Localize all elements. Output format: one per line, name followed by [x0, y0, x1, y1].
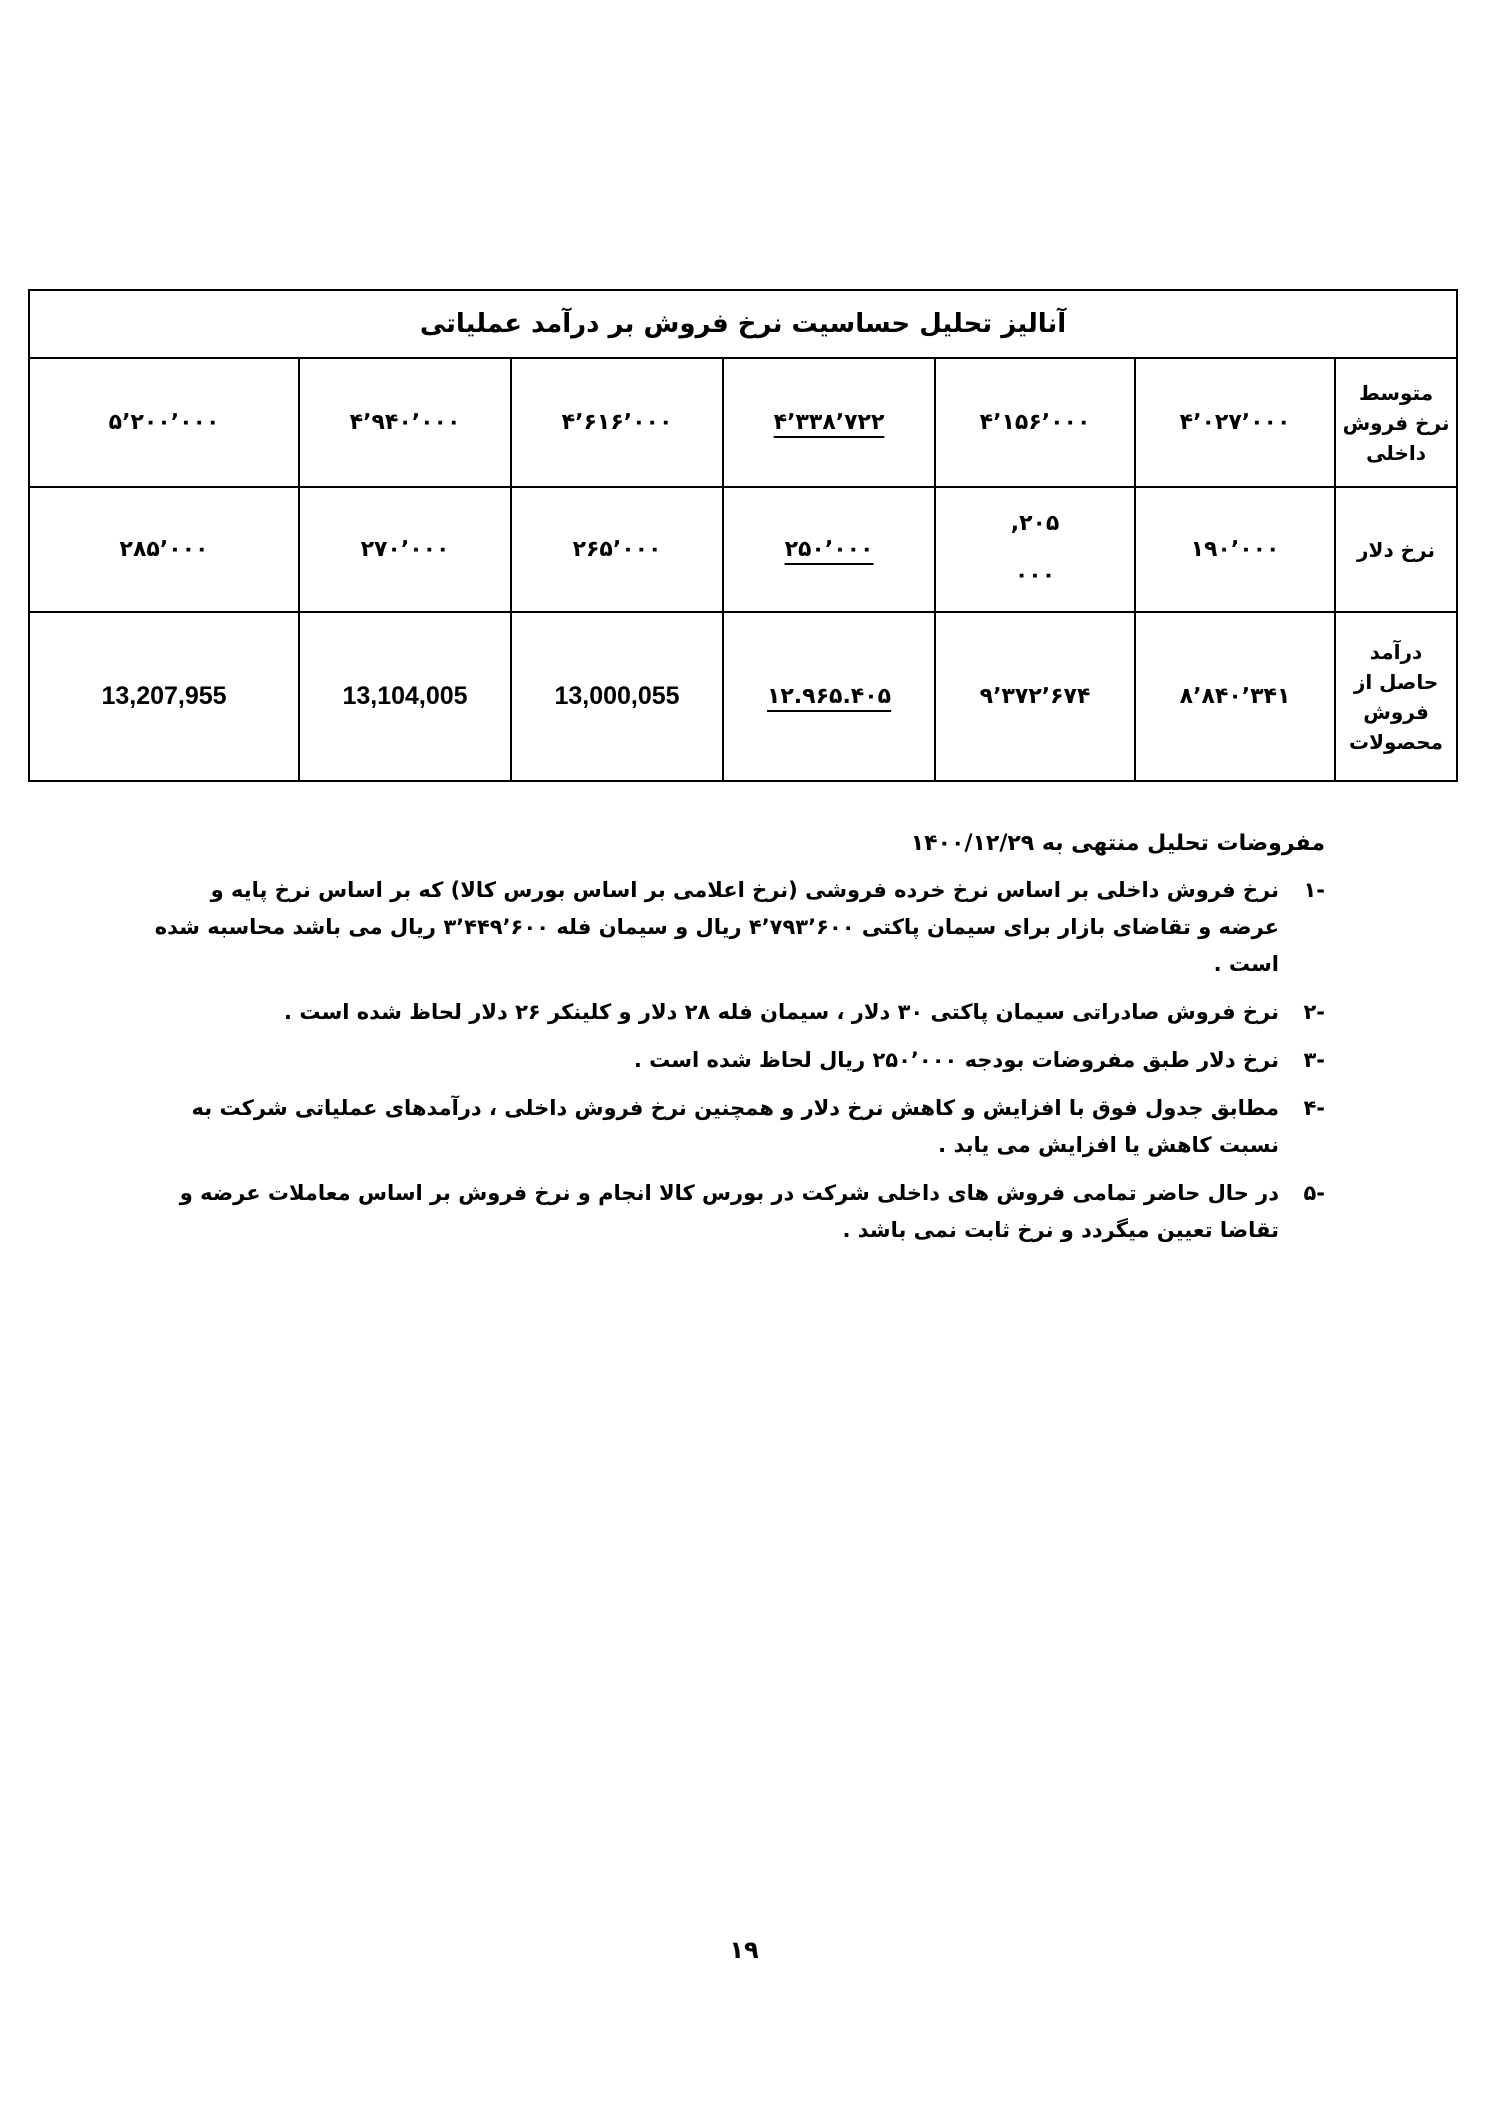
- base-case-value: ۱۲.۹۶۵.۴۰۵: [766, 684, 892, 709]
- table-title: آنالیز تحلیل حساسیت نرخ فروش بر درآمد عملیاتی: [29, 290, 1457, 358]
- list-item-number: -۵: [1303, 1181, 1325, 1205]
- assumptions-heading: مفروضات تحلیل منتهی به ۱۴۰۰/۱۲/۲۹: [910, 831, 1325, 856]
- row-header-avg-domestic-price: متوسط نرخ فروش داخلی: [1335, 358, 1457, 487]
- table-cell: 13,000,055: [511, 612, 723, 781]
- assumptions-section: [150, 825, 1325, 1260]
- table-cell-base-case: [723, 612, 935, 781]
- list-item-number: -۳: [1303, 1048, 1325, 1072]
- list-item-number: -۲: [1303, 1000, 1325, 1024]
- table-cell-base-case: [723, 487, 935, 612]
- list-item: [150, 1090, 1325, 1164]
- list-item-text: مطابق جدول فوق با افزایش و کاهش نرخ دلار و همچنین نرخ فروش داخلی ، درآمدهای عملیاتی شرکت به نسبت کاهش یا افزایش می یابد .: [191, 1096, 1279, 1157]
- table-cell: ۴٬۶۱۶٬۰۰۰: [511, 358, 723, 487]
- list-item-text: در حال حاضر تمامی فروش های داخلی شرکت در بورس کالا انجام و نرخ فروش بر اساس معاملات عرضه و تقاضا تعیین میگردد و نرخ ثابت نمی باشد .: [179, 1181, 1279, 1242]
- base-case-value: ۴٬۳۳۸٬۷۲۲: [773, 410, 885, 435]
- list-item-text: نرخ دلار طبق مفروضات بودجه ۲۵۰٬۰۰۰ ریال لحاظ شده است .: [633, 1048, 1279, 1072]
- table-cell: ۲۸۵٬۰۰۰: [29, 487, 299, 612]
- table-cell-split: [935, 487, 1135, 612]
- list-item: [150, 1175, 1325, 1249]
- table-cell: ۴٬۱۵۶٬۰۰۰: [935, 358, 1135, 487]
- table-row-dollar-rate: [29, 487, 1457, 612]
- sensitivity-table: [28, 289, 1458, 782]
- list-item-text: نرخ فروش صادراتی سیمان پاکتی ۳۰ دلار ، سیمان فله ۲۸ دلار و کلینکر ۲۶ دلار لحاظ شده است .: [284, 1000, 1279, 1024]
- table-cell: ۹٬۳۷۲٬۶۷۴: [935, 612, 1135, 781]
- list-item: [150, 994, 1325, 1031]
- row-header-product-income: درآمد حاصل از فروش محصولات: [1335, 612, 1457, 781]
- page-number: ۱۹: [729, 1936, 759, 1964]
- table-cell-base-case: [723, 358, 935, 487]
- list-item-number: -۱: [1303, 878, 1325, 902]
- list-item-number: -۴: [1303, 1096, 1325, 1120]
- row-header-dollar-rate: نرخ دلار: [1335, 487, 1457, 612]
- list-item: [150, 1042, 1325, 1079]
- table-cell: ۴٬۹۴۰٬۰۰۰: [299, 358, 511, 487]
- table-cell: 13,104,005: [299, 612, 511, 781]
- split-cell-bottom: ۰۰۰: [1014, 562, 1056, 588]
- table-cell: ۱۹۰٬۰۰۰: [1135, 487, 1335, 612]
- assumptions-list: [150, 872, 1325, 1249]
- table-row-avg-domestic-price: [29, 358, 1457, 487]
- split-cell-top: ۲۰۵,: [1010, 510, 1060, 536]
- table-cell: ۵٬۲۰۰٬۰۰۰: [29, 358, 299, 487]
- table-cell: ۸٬۸۴۰٬۳۴۱: [1135, 612, 1335, 781]
- table-cell: ۴٬۰۲۷٬۰۰۰: [1135, 358, 1335, 487]
- base-case-value: ۲۵۰٬۰۰۰: [784, 537, 874, 562]
- table-cell: ۲۶۵٬۰۰۰: [511, 487, 723, 612]
- table-cell: 13,207,955: [29, 612, 299, 781]
- table-cell: ۲۷۰٬۰۰۰: [299, 487, 511, 612]
- table-row-product-income: [29, 612, 1457, 781]
- list-item-text: نرخ فروش داخلی بر اساس نرخ خرده فروشی (نرخ اعلامی بر اساس بورس کالا) که بر اساس نرخ پایه و عرضه و تقاضای بازار برای سیمان پاکتی ۴٬۷۹۳٬۶۰۰ ریال و سیمان فله ۳٬۴۴۹٬۶۰۰ ریال می باشد محاسبه شده است .: [154, 878, 1279, 976]
- list-item: [150, 872, 1325, 983]
